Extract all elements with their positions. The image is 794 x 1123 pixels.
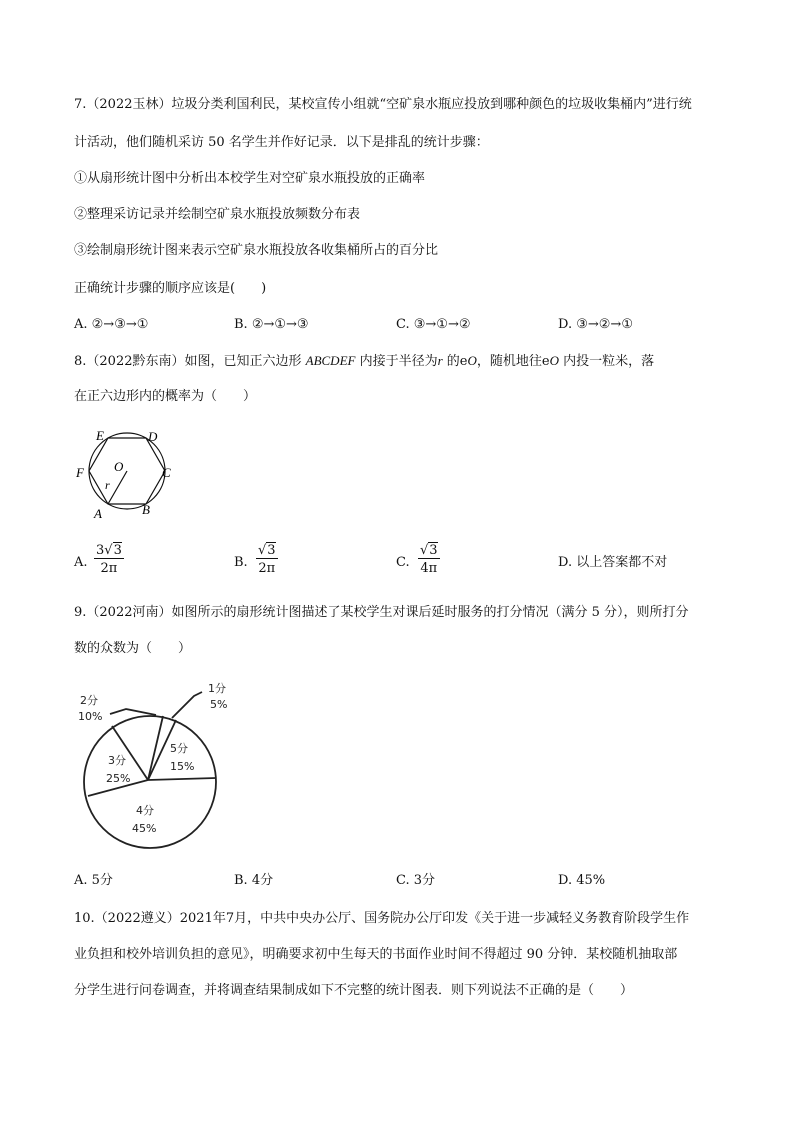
q7-option-c[interactable]: C. ③→①→② <box>396 317 471 332</box>
q9-option-a[interactable]: A. 5分 <box>74 873 113 888</box>
q7-option-b[interactable]: B. ②→①→③ <box>234 317 309 332</box>
q9-option-d[interactable]: D. 45% <box>558 873 606 888</box>
q8-line-1: 8.（2022黔东南）如图，已知正六边形 ABCDEF 内接于半径为r 的eO，随机地往eO 内投一粒米，落 <box>74 353 655 369</box>
q8-option-a-label[interactable]: A. <box>74 555 88 570</box>
q10-line-2: 业负担和校外培训负担的意见》，明确要求初中生每天的书面作业时间不得超过 90 分钟．某校随机抽取部 <box>74 947 678 962</box>
label-b: B <box>142 502 150 517</box>
hexagon-figure <box>72 426 182 520</box>
pie-label-3-score: 3分 <box>108 754 126 767</box>
leader-2 <box>110 709 156 715</box>
q7-line-1: 7.（2022玉林）垃圾分类利国利民，某校宣传小组就“空矿泉水瓶应投放到哪种颜色的垃圾收集桶内”进行统 <box>74 97 692 112</box>
pie-label-5-score: 5分 <box>170 742 188 755</box>
label-c: C <box>162 465 171 480</box>
q9-line-2: 数的众数为（ ） <box>74 641 192 656</box>
radius-oa <box>108 471 127 504</box>
q7-question: 正确统计步骤的顺序应该是( ) <box>74 281 267 296</box>
pie-chart-figure <box>70 678 250 854</box>
q7-step-3: ③绘制扇形统计图来表示空矿泉水瓶投放各收集桶所占的百分比 <box>74 243 439 258</box>
q7-step-2: ②整理采访记录并绘制空矿泉水瓶投放频数分布表 <box>74 207 361 222</box>
q10-line-1: 10.（2022遵义）2021年7月，中共中央办公厅、国务院办公厅印发《关于进一步减轻义务教育阶段学生作 <box>74 911 690 926</box>
q8-option-b-label[interactable]: B. <box>234 555 248 570</box>
q9-option-c[interactable]: C. 3分 <box>396 873 436 888</box>
pie-divider-5-4 <box>148 778 216 780</box>
label-o: O <box>114 459 124 474</box>
pie-label-1-score: 1分 <box>208 682 226 695</box>
q8-option-c-label[interactable]: C. <box>396 555 410 570</box>
pie-label-2-score: 2分 <box>80 694 98 707</box>
pie-label-1-percent: 5% <box>210 698 228 711</box>
q8-option-b-fraction[interactable]: $\frac{√3}{2\pi}$ <box>258 543 276 576</box>
leader-1 <box>172 692 202 718</box>
pie-label-4-percent: 45% <box>132 822 157 835</box>
label-r: r <box>105 478 110 492</box>
label-f: F <box>76 465 84 480</box>
q9-option-b[interactable]: B. 4分 <box>234 873 274 888</box>
pie-divider-1-2 <box>148 716 163 780</box>
q9-line-1: 9.（2022河南）如图所示的扇形统计图描述了某校学生对课后延时服务的打分情况（满分 5 分），则所打分 <box>74 605 689 620</box>
label-e: E <box>96 428 104 443</box>
q7-line-2: 计活动，他们随机采访 50 名学生并作好记录．以下是排乱的统计步骤： <box>74 135 489 150</box>
pie-label-3-percent: 25% <box>106 772 131 785</box>
q8-option-c-fraction[interactable]: $\frac{√3}{4\pi}$ <box>420 543 438 576</box>
pie-label-4-score: 4分 <box>136 804 154 817</box>
pie-label-5-percent: 15% <box>170 760 195 773</box>
label-d: D <box>148 429 158 444</box>
pie-label-2-percent: 10% <box>78 710 103 723</box>
q7-option-d[interactable]: D. ③→②→① <box>558 317 633 332</box>
q7-step-1: ①从扇形统计图中分析出本校学生对空矿泉水瓶投放的正确率 <box>74 171 426 186</box>
q8-option-d[interactable]: D. 以上答案都不对 <box>558 555 668 570</box>
q7-option-a[interactable]: A. ②→③→① <box>74 317 149 332</box>
q8-line-2: 在正六边形内的概率为（ ） <box>74 389 257 404</box>
label-a: A <box>94 506 102 520</box>
q10-line-3: 分学生进行问卷调查，并将调查结果制成如下不完整的统计图表．则下列说法不正确的是（ ） <box>74 983 634 998</box>
q8-option-a-fraction[interactable]: $\frac{3√3}{2\pi}$ <box>96 543 122 576</box>
